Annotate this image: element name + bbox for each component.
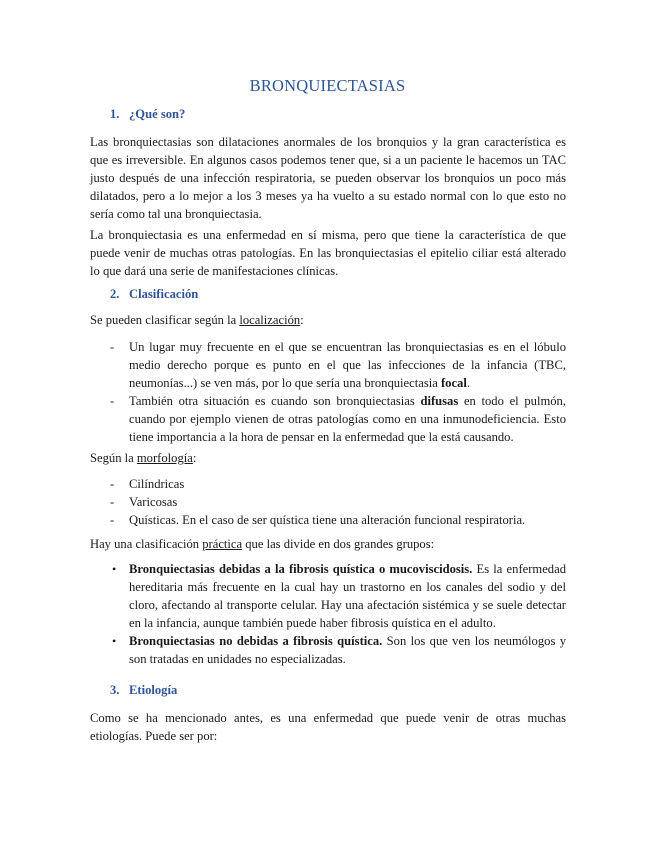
section-number: 3. bbox=[110, 683, 120, 697]
intro-text: Se pueden clasificar según la bbox=[90, 313, 240, 327]
bold-term-difusas: difusas bbox=[420, 394, 459, 408]
item-text: Quísticas. En el caso de ser quística tiene una alteración funcional respiratoria. bbox=[129, 513, 526, 527]
dash-marker: - bbox=[110, 394, 115, 408]
paragraph-practica-intro bbox=[90, 535, 566, 553]
item-text-end: en todo el pulmón, cuando por ejemplo vienen de otras patologías como en una inmunodeficiencia. Esto tiene importancia a la hora de pensar en la enfermedad que la está causando. bbox=[129, 394, 566, 444]
list-item bbox=[90, 511, 566, 529]
list-item bbox=[90, 632, 566, 668]
intro-text: Según la bbox=[90, 451, 137, 465]
item-text: Varicosas bbox=[129, 495, 178, 509]
morfologia-underlined: morfología bbox=[136, 451, 193, 465]
intro-text: Hay una clasificación bbox=[90, 537, 203, 551]
bold-term: Bronquiectasias debidas a la fibrosis quística o mucoviscidosis. bbox=[129, 562, 473, 576]
list-item bbox=[90, 475, 566, 493]
paragraph-que-son-1: Las bronquiectasias son dilataciones anormales de los bronquios y la gran característica es que es irreversible. En algunos casos podemos tener que, si a un paciente le hacemos un TAC justo después de una infección respiratoria, se pueden observar los bronquios un poco más dilatados, pero a lo mejor a los 3 meses ya ha vuelto a su estado normal con lo que esto no sería como tal una bronquiectasia. bbox=[90, 135, 566, 221]
bold-term: Bronquiectasias no debidas a fibrosis quística. bbox=[129, 634, 383, 648]
bullet-marker: • bbox=[112, 562, 117, 576]
list-item bbox=[90, 338, 566, 392]
item-text: También otra situación es cuando son bronquiectasias bbox=[129, 394, 421, 408]
section-title: Clasificación bbox=[129, 287, 199, 301]
intro-text-end: : bbox=[300, 313, 304, 327]
section-heading-3 bbox=[110, 681, 177, 699]
list-item bbox=[90, 493, 566, 511]
document-title: BRONQUIECTASIAS bbox=[249, 76, 406, 95]
bold-term-focal: focal bbox=[440, 376, 467, 390]
intro-text-end: : bbox=[192, 451, 197, 465]
item-text-end: . bbox=[466, 376, 471, 390]
intro-text-end: que las divide en dos grandes grupos: bbox=[242, 537, 435, 551]
localizacion-list bbox=[90, 338, 566, 446]
paragraph-etiologia: Como se ha mencionado antes, es una enfermedad que puede venir de otras muchas etiologías. Puede ser por: bbox=[90, 711, 566, 743]
section-heading-1 bbox=[110, 105, 185, 123]
dash-marker: - bbox=[110, 513, 115, 527]
practica-underlined: práctica bbox=[202, 537, 243, 551]
list-item bbox=[90, 560, 566, 632]
dash-marker: - bbox=[110, 477, 115, 491]
paragraph-morfologia-intro bbox=[90, 449, 566, 467]
section-title: Etiología bbox=[129, 683, 178, 697]
dash-marker: - bbox=[110, 495, 115, 509]
paragraph-que-son-2: La bronquiectasia es una enfermedad en sí misma, pero que tiene la característica de que puede venir de muchas otras patologías. En las bronquiectasias el epitelio ciliar está alterado lo que dará una serie de manifestaciones clínicas. bbox=[90, 228, 566, 278]
localizacion-underlined: localización bbox=[239, 313, 301, 327]
bullet-marker: • bbox=[112, 634, 117, 648]
section-heading-2 bbox=[110, 285, 198, 303]
section-number: 1. bbox=[110, 107, 120, 121]
item-text: Cilíndricas bbox=[129, 477, 185, 491]
dash-marker: - bbox=[110, 340, 115, 354]
item-text: Un lugar muy frecuente en el que se encuentran las bronquiectasias es en el lóbulo medio derecho porque es punto en el que las infecciones de la infancia (TBC, neumonías...) se ven más, por lo que sería una bronquiectasia bbox=[129, 340, 566, 390]
item-text: Son los que ven los neumólogos y son tratadas en unidades no especializadas. bbox=[129, 634, 566, 666]
section-number: 2. bbox=[110, 287, 120, 301]
section-title: ¿Qué son? bbox=[129, 107, 186, 121]
morfologia-list bbox=[90, 475, 566, 529]
paragraph-localizacion-intro bbox=[90, 311, 566, 329]
practica-list bbox=[90, 560, 566, 668]
item-text: Es la enfermedad hereditaria más frecuente en la cual hay un trastorno en los canales del sodio y del cloro, afectando al transporte celular. Hay una afectación sistémica y se suele detectar en la infancia, aunque también puede haber fibrosis quística en el adulto. bbox=[129, 562, 566, 630]
list-item bbox=[90, 392, 566, 446]
